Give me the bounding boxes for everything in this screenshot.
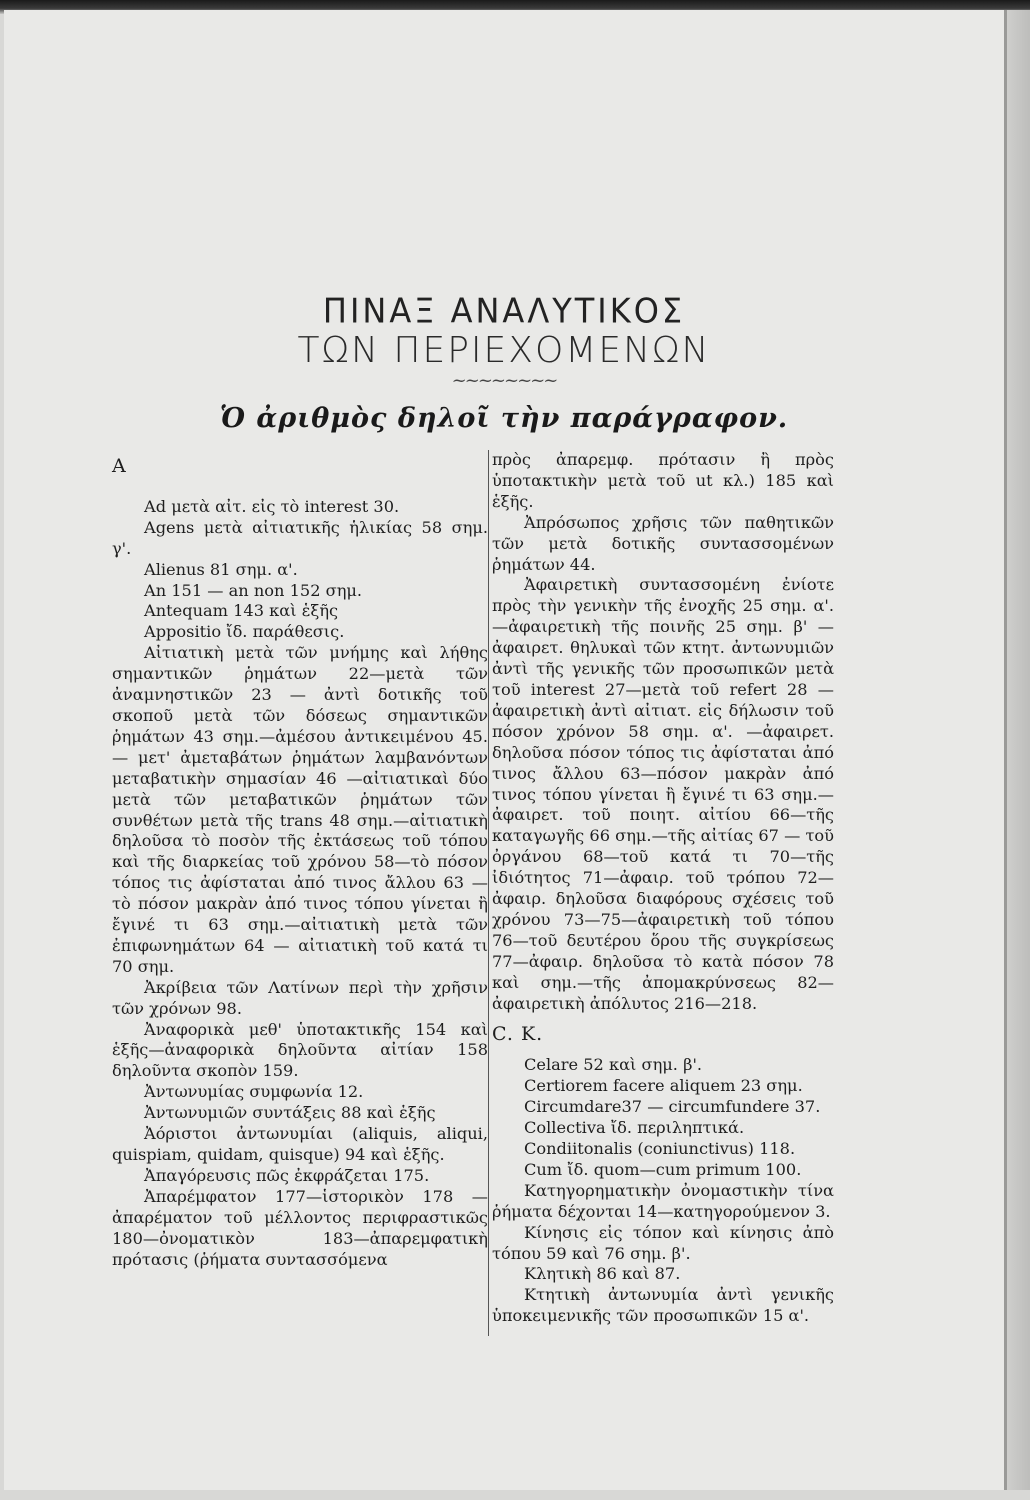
index-entry: An 151 — an non 152 σημ. — [144, 580, 363, 600]
page-right-shadow — [1006, 10, 1030, 1490]
index-entry-continuation: πρὸς ἀπαρεμφ. πρότασιν ἢ πρὸς ὑποτακτικὴν μετὰ τοῦ ut κλ.) 185 καὶ ἑξῆς. — [492, 450, 834, 511]
index-entry: Circumdare37 — circumfundere 37. — [524, 1097, 821, 1117]
index-entry: Ἀόριστοι ἀντωνυμίαι (aliquis, aliqui, quispiam, quidam, quisque) 94 καὶ ἑξῆς. — [112, 1124, 488, 1164]
index-entry: Ἀφαιρετικὴ συντασσομένη ἐνίοτε πρὸς τὴν γενικὴν τῆς ἐνοχῆς 25 σημ. α'. —ἀφαιρετικὴ τῆς ποινῆς 25 σημ. β' — ἀφαιρετ. θηλυκαὶ τῶν κτητ. ἀντωνυμιῶν ἀντὶ τῆς γενικῆς τῶν προσωπικῶν μετὰ τοῦ interest 27—μετὰ τοῦ refert 28 —ἀφαιρετικὴ ἀντὶ αἰτιατ. εἰς δήλωσιν τοῦ πόσον χρόνον 58 σημ. α'. —ἀφαιρετ. δηλοῦσα πόσον τόπος τις ἀφίσταται ἀπό τινος ἄλλου 63—πόσον μακρὰν ἀπό τινος τόπου γίνεται ἢ ἔγινέ τι 63 σημ.— ἀφαιρετ. τοῦ ποιητ. αἰτίου 66—τῆς καταγωγῆς 66 σημ.—τῆς αἰτίας 67 — τοῦ ὀργάνου 68—τοῦ κατά τι 70—τῆς ἰδιότητος 71—ἀφαιρ. τοῦ τρόπου 72— ἀφαιρ. δηλοῦσα διαφόρους σχέσεις τοῦ χρόνου 73—75—ἀφαιρετικὴ τοῦ τόπου 76—τοῦ δευτέρου ὅρου τῆς συγκρίσεως 77—ἀφαιρ. δηλοῦσα τὸ κατὰ πόσον 78 καὶ σημ.—τῆς ἀπομακρύνσεως 82—ἀφαιρετικὴ ἀπόλυτος 216—218. — [492, 575, 834, 1013]
index-entry: Κίνησις εἰς τόπον καὶ κίνησις ἀπὸ τόπου 59 καὶ 76 σημ. β'. — [492, 1222, 834, 1263]
index-entry: Ἀναφορικὰ μεθ' ὑποτακτικῆς 154 καὶ ἑξῆς—ἀναφορικὰ δηλοῦντα αἰτίαν 158 δηλοῦντα σκοπὸν 159. — [112, 1019, 488, 1081]
index-entry: Αἰτιατικὴ μετὰ τῶν μνήμης καὶ λήθης σημαντικῶν ῥημάτων 22—μετὰ τῶν ἀναμνηστικῶν 23 — ἀντὶ δοτικῆς τοῦ σκοποῦ μετὰ τῶν δόσεως σημαντικῶν ῥημάτων 43 σημ.—ἀμέσου ἀντικειμένου 45. — μετ' ἀμεταβάτων ῥημάτων λαμβανόντων μεταβατικὴν σημασίαν 46 —αἰτιατικαὶ δύο μετὰ τῶν μεταβατικῶν ῥημάτων τῶν συνθέτων μετὰ τῆς trans 48 σημ.—αἰτιατικὴ δηλοῦσα τὸ ποσὸν τῆς ἐκτάσεως τοῦ τόπου καὶ τῆς διαρκείας τοῦ χρόνου 58—τὸ πόσον τόπος τις ἀφίσταται ἀπό τινος ἄλλου 63 — τὸ πόσον μακρὰν ἀπό τινος τόπου γίνεται ἢ ἔγινέ τι 63 σημ.—αἰτιατικὴ μετὰ τῶν ἐπιφωνημάτων 64 — αἰτιατικὴ τοῦ κατά τι 70 σημ. — [112, 643, 488, 976]
index-entry: Collectiva ἴδ. περιληπτικά. — [524, 1118, 745, 1138]
index-entry: Cum ἴδ. quom—cum primum 100. — [524, 1159, 802, 1179]
left-column — [112, 450, 488, 1270]
index-entry: Ἀκρίβεια τῶν Λατίνων περὶ τὴν χρῆσιν τῶν χρόνων 98. — [112, 977, 488, 1018]
title-line-1: ΠΙΝΑΞ ΑΝΑΛΥΤΙΚΟΣ — [322, 291, 686, 331]
section-letter-ck: C. K. — [492, 1023, 544, 1046]
title-ornament: ~~~~~~~~ — [451, 370, 557, 391]
section-letter-a: Α — [112, 455, 127, 477]
index-entry: Κατηγορηματικὴν ὀνομαστικὴν τίνα ῥήματα δέχονται 14—κατηγορούμενον 3. — [492, 1180, 834, 1221]
column-divider — [488, 450, 489, 1336]
subtitle: Ὁ ἀριθμὸς δηλοῖ τὴν παράγραφον. — [219, 403, 789, 434]
index-entry: Antequam 143 καὶ ἑξῆς — [144, 601, 339, 621]
index-entry: Κτητικὴ ἀντωνυμία ἀντὶ γενικῆς ὑποκειμενικῆς τῶν προσωπικῶν 15 α'. — [492, 1285, 834, 1326]
index-entry: Ἀντωνυμίας συμφωνία 12. — [144, 1082, 364, 1102]
index-entry: Agens μετὰ αἰτιατικῆς ἡλικίας 58 σημ. γ'. — [112, 517, 488, 558]
index-entry: Appositio ἴδ. παράθεσις. — [144, 622, 345, 642]
index-entry: Ἀντωνυμιῶν συντάξεις 88 καὶ ἑξῆς — [144, 1103, 436, 1123]
index-entry: Celare 52 καὶ σημ. β'. — [524, 1055, 703, 1075]
title-line-2: ΤΩΝ ΠΕΡΙΕΧΟΜΕΝΩΝ — [297, 330, 711, 371]
index-entry: Alienus 81 σημ. α'. — [144, 559, 298, 579]
index-entry: Ad μετὰ αἰτ. εἰς τὸ interest 30. — [144, 496, 400, 516]
right-column — [492, 450, 834, 1327]
index-entry: Ἀπαγόρευσις πῶς ἐκφράζεται 175. — [144, 1165, 430, 1185]
index-entry: Condiitonalis (coniunctivus) 118. — [524, 1139, 796, 1158]
index-entry: Certiorem facere aliquem 23 σημ. — [524, 1076, 803, 1096]
index-entry: Ἀπαρέμφατον 177—ἱστορικὸν 178 —ἀπαρέματον τοῦ μέλλοντος περιφραστικῶς 180—ὀνοματικὸν 183—ἀπαρεμφατικὴ πρότασις (ῥήματα συντασσόμενα — [112, 1186, 488, 1269]
index-entry: Ἀπρόσωπος χρῆσις τῶν παθητικῶν τῶν μετὰ δοτικῆς συντασσομένων ῥημάτων 44. — [492, 512, 834, 574]
scanned-page — [4, 10, 1007, 1490]
index-entry: Κλητικὴ 86 καὶ 87. — [524, 1264, 681, 1284]
